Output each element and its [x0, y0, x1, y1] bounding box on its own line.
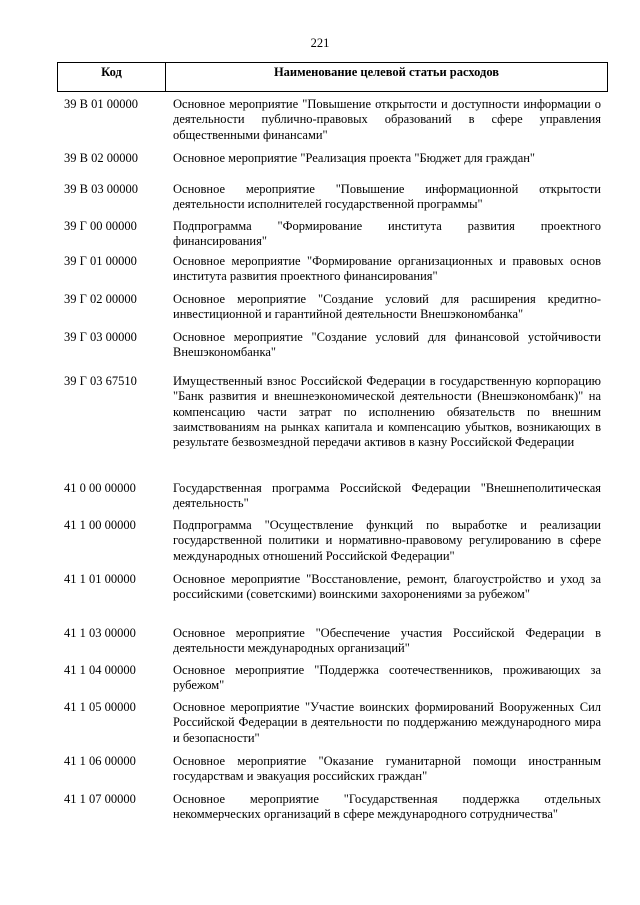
header-code: Код: [58, 63, 166, 91]
row-description: Основное мероприятие "Реализация проекта "Бюджет для граждан": [173, 151, 536, 165]
row-code: 39 В 02 00000: [64, 151, 138, 165]
row-code: 41 1 07 00000: [64, 792, 136, 806]
table-header: [57, 62, 608, 92]
row-code: 41 1 05 00000: [64, 700, 136, 714]
row-description: Основное мероприятие "Обеспечение участия Российской Федерации в деятельности международных организаций": [173, 626, 601, 656]
row-code: 39 В 01 00000: [64, 97, 138, 111]
row-description: Основное мероприятие "Поддержка соотечественников, проживающих за рубежом": [173, 663, 601, 693]
row-code: 39 Г 03 00000: [64, 330, 137, 344]
row-description: Основное мероприятие "Создание условий для финансовой устойчивости Внешэкономбанка": [173, 330, 601, 360]
row-code: 39 Г 00 00000: [64, 219, 137, 233]
row-description: Основное мероприятие "Участие воинских формирований Вооруженных Сил Российской Федерации в деятельности по поддержанию международного мира и безопасности": [173, 700, 601, 745]
row-description: Подпрограмма "Осуществление функций по выработке и реализации государственной политики и нормативно-правовому регулированию в сфере международных отношений Российской Федерации": [173, 518, 601, 563]
row-code: 41 1 01 00000: [64, 572, 136, 586]
row-description: Основное мероприятие "Создание условий для расширения кредитно-инвестиционной и гарантийной деятельности Внешэкономбанка": [173, 292, 601, 322]
row-code: 39 Г 03 67510: [64, 374, 137, 388]
row-description: Основное мероприятие "Формирование организационных и правовых основ института развития проектного финансирования": [173, 254, 601, 284]
row-code: 41 1 06 00000: [64, 754, 136, 768]
row-code: 41 1 03 00000: [64, 626, 136, 640]
row-code: 39 В 03 00000: [64, 182, 138, 196]
row-description: Подпрограмма "Формирование института развития проектного финансирования": [173, 219, 601, 249]
row-description: Основное мероприятие "Оказание гуманитарной помощи иностранным государствам и эвакуация российских граждан": [173, 754, 601, 784]
row-description: Основное мероприятие "Повышение открытости и доступности информации о деятельности публично-правовых образований в сфере управления общественными финансами": [173, 97, 601, 142]
row-description: Основное мероприятие "Повышение информационной открытости деятельности исполнителей государственной программы": [173, 182, 601, 212]
row-code: 39 Г 02 00000: [64, 292, 137, 306]
row-code: 39 Г 01 00000: [64, 254, 137, 268]
row-description: Государственная программа Российской Федерации "Внешнеполитическая деятельность": [173, 481, 601, 511]
row-code: 41 0 00 00000: [64, 481, 136, 495]
row-code: 41 1 04 00000: [64, 663, 136, 677]
header-name: Наименование целевой статьи расходов: [273, 65, 500, 79]
row-description: Основное мероприятие "Государственная поддержка отдельных некоммерческих организаций в сфере международного сотрудничества": [173, 792, 601, 822]
row-description: Имущественный взнос Российской Федерации в государственную корпорацию "Банк развития и внешнеэкономической деятельности (Внешэкономбанк)" на компенсацию части затрат по исполнению обязательств по внешним заимствованиям на рынках капитала и компенсацию убытков, возникающих в результате безвозмездной передачи активов в казну Российской Федерации: [173, 374, 601, 450]
row-code: 41 1 00 00000: [64, 518, 136, 532]
page-number: 221: [310, 36, 330, 50]
row-description: Основное мероприятие "Восстановление, ремонт, благоустройство и уход за российскими (советскими) воинскими захоронениями за рубежом": [173, 572, 601, 602]
